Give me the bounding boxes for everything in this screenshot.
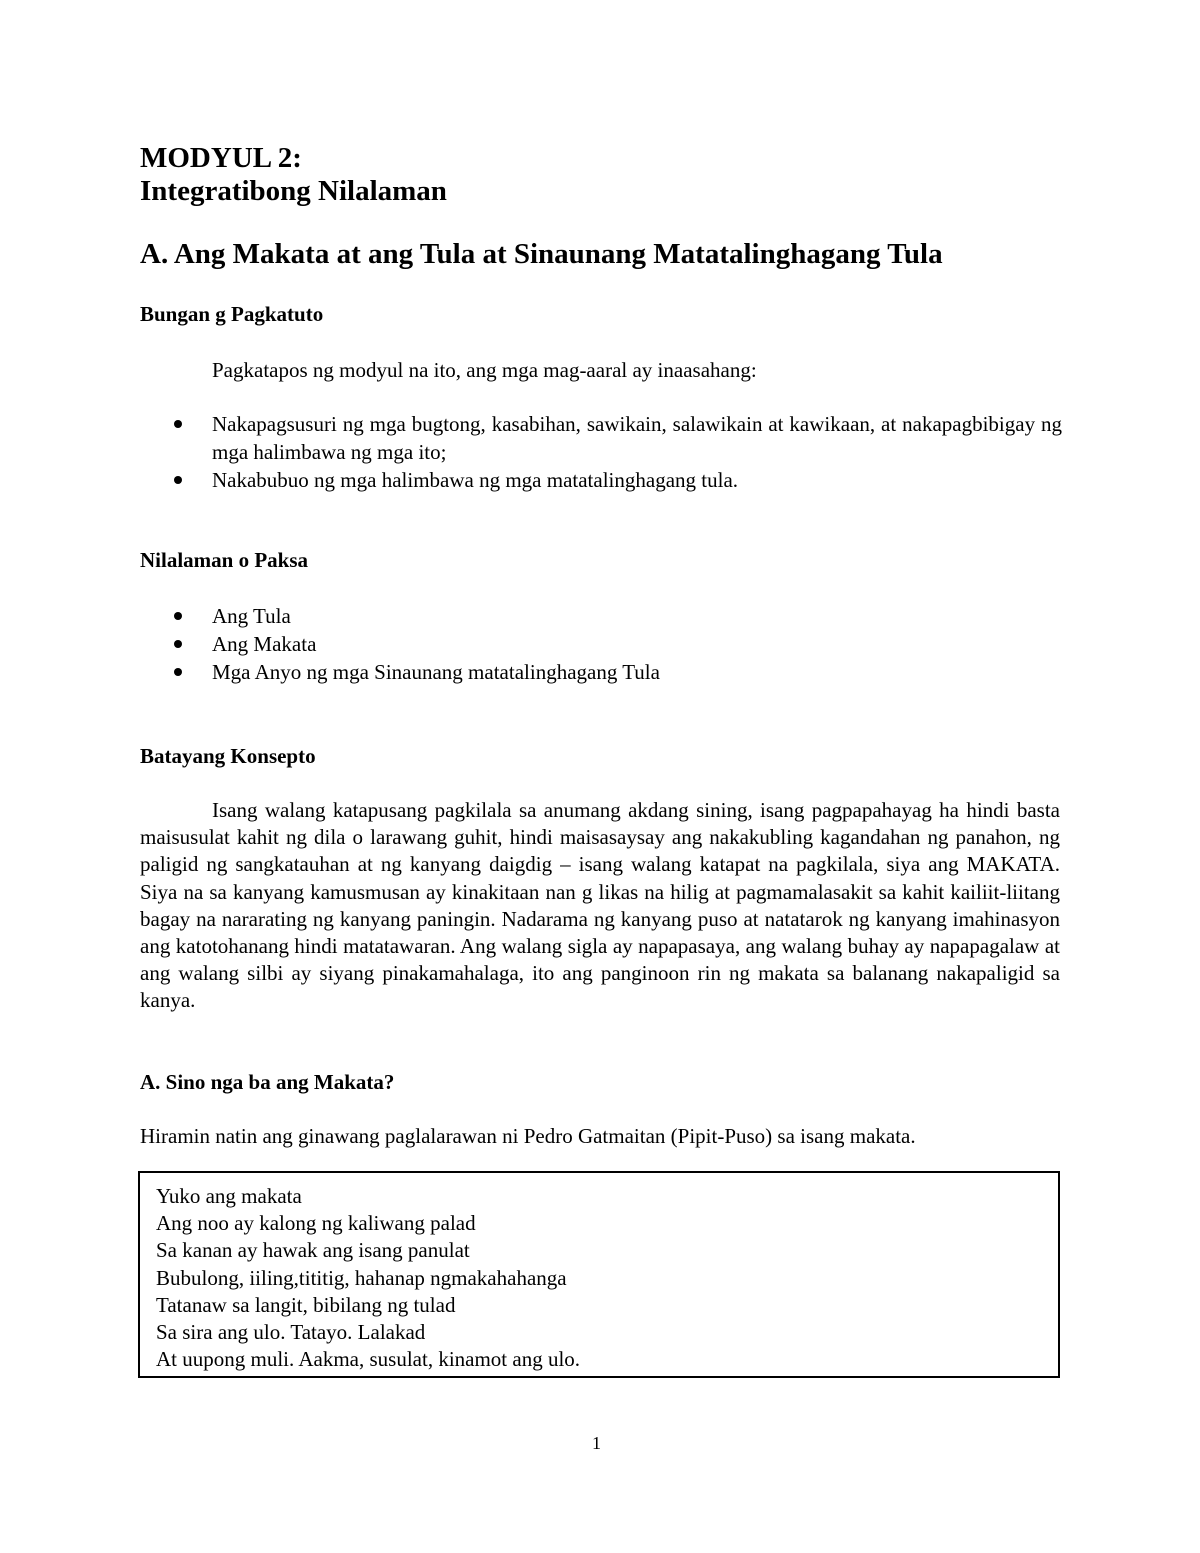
bullet-icon xyxy=(174,420,182,428)
section-a-heading: A. Ang Makata at ang Tula at Sinaunang Matatalinghagang Tula xyxy=(140,238,943,270)
list-item-text: Ang Tula xyxy=(212,604,291,628)
poem-lines xyxy=(140,1173,1058,1373)
list-item-text: Mga Anyo ng mga Sinaunang matatalinghagang Tula xyxy=(212,660,660,684)
list-item-text: Ang Makata xyxy=(212,632,317,656)
bullet-icon xyxy=(174,640,182,648)
learning-outcomes-heading: Bungan g Pagkatuto xyxy=(140,302,324,326)
poem-line: Bubulong, iiling,tititig, hahanap ngmakahahanga xyxy=(156,1265,567,1290)
list-item xyxy=(140,658,1062,686)
who-is-poet-heading: A. Sino nga ba ang Makata? xyxy=(140,1070,395,1094)
list-item xyxy=(140,410,1062,466)
list-item-text: Nakapagsusuri ng mga bugtong, kasabihan, sawikain, salawikain at kawikaan, at nakapagbibigay ng mga halimbawa ng mga ito; xyxy=(212,412,1062,464)
who-is-poet-intro: Hiramin natin ang ginawang paglalarawan ni Pedro Gatmaitan (Pipit-Puso) sa isang makata. xyxy=(140,1124,916,1148)
learning-outcomes-list xyxy=(140,410,1062,494)
basic-concept-heading: Batayang Konsepto xyxy=(140,744,316,768)
bullet-icon xyxy=(174,612,182,620)
poem-line: Sa sira ang ulo. Tatayo. Lalakad xyxy=(156,1320,426,1345)
content-topics-list xyxy=(140,602,1062,686)
module-title: MODYUL 2: xyxy=(140,142,302,174)
basic-concept-text: Isang walang katapusang pagkilala sa anumang akdang sining, isang pagpapahayag ha hindi basta maisusulat kahit ng dila o larawang guhit, hindi maisasaysay ang nakakubling kagandahan ng panahon, ng paligid ng sangkatauhan at ng kanyang daigdig – isang walang katapat na pagkilala, siya ang MAKATA. Siya na sa kanyang kamusmusan ay kinakitaan nan g likas na hilig at pagmamalasakit sa kahit kailiit-liitang bagay na nararating ng kanyang paningin. Nadarama ng kanyang puso at natatarok ng kanyang imahinasyon ang katotohanang hindi matatawaran. Ang walang sigla ay napapasaya, ang walang buhay ay napapagalaw at ang walang silbi ay siyang pinakamahalaga, ito ang panginoon rin ng makata sa balanang nakapaligid sa kanya. xyxy=(140,798,1060,1013)
content-topics-heading: Nilalaman o Paksa xyxy=(140,548,309,572)
list-item xyxy=(140,630,1062,658)
poem-box xyxy=(138,1171,1060,1378)
list-item-text: Nakabubuo ng mga halimbawa ng mga matatalinghagang tula. xyxy=(212,468,739,492)
poem-line: Yuko ang makata xyxy=(156,1184,302,1208)
list-item xyxy=(140,466,1062,494)
poem-line: Tatanaw sa langit, bibilang ng tulad xyxy=(156,1292,456,1317)
bullet-icon xyxy=(174,668,182,676)
poem-line: Ang noo ay kalong ng kaliwang palad xyxy=(156,1211,476,1236)
learning-outcomes-intro: Pagkatapos ng modyul na ito, ang mga mag-aaral ay inaasahang: xyxy=(212,358,757,382)
basic-concept-paragraph xyxy=(140,797,1060,1015)
poem-line: At uupong muli. Aakma, susulat, kinamot ang ulo. xyxy=(156,1347,581,1372)
poem-line: Sa kanan ay hawak ang isang panulat xyxy=(156,1238,470,1263)
bullet-icon xyxy=(174,476,182,484)
page-number: 1 xyxy=(592,1433,601,1453)
list-item xyxy=(140,602,1062,630)
module-subtitle: Integratibong Nilalaman xyxy=(140,175,447,207)
